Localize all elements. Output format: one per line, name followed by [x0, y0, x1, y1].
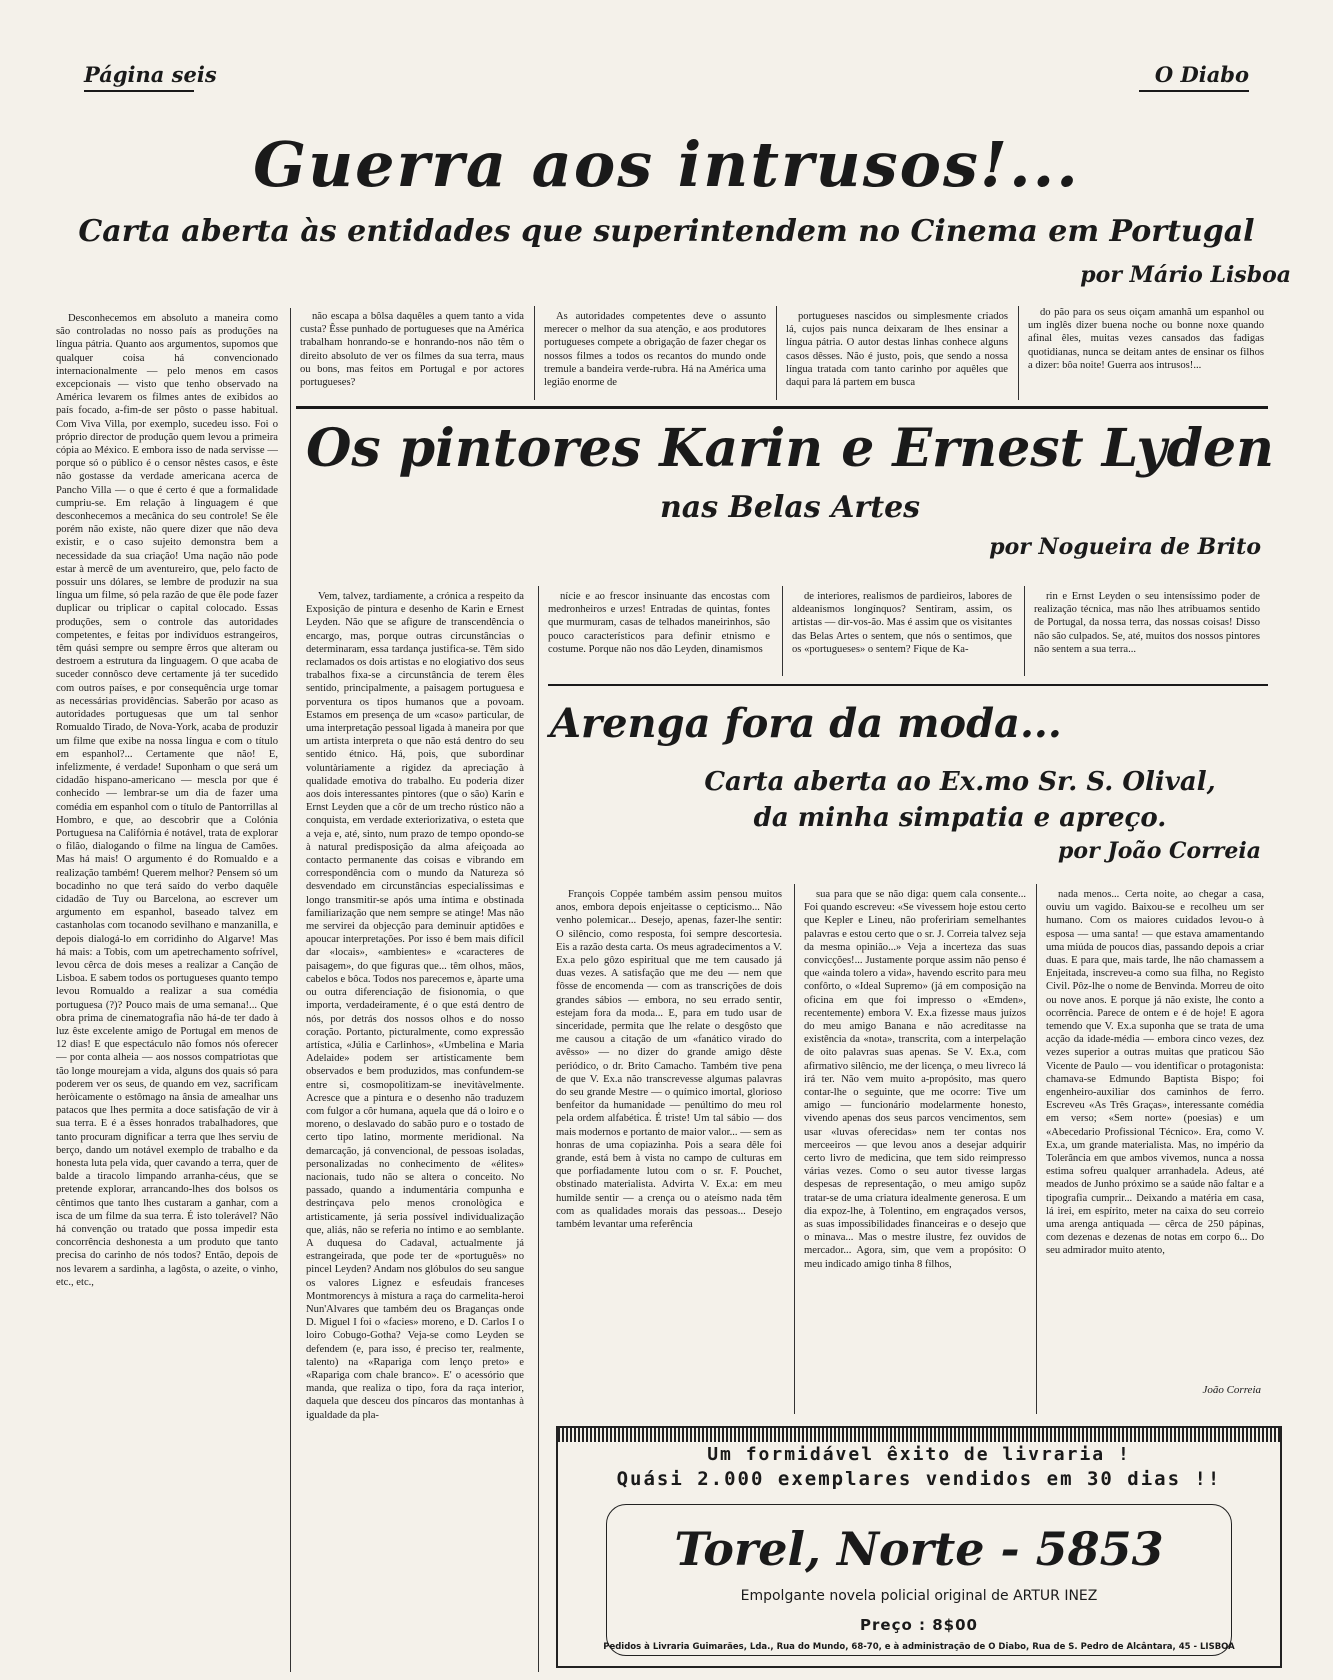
article2-byline: por Nogueira de Brito: [989, 534, 1261, 560]
column-divider: [534, 306, 535, 400]
article2-subtitle: nas Belas Artes: [659, 490, 921, 525]
article2-column-1: Vem, talvez, tardiamente, a crónica a respeito da Exposição de pintura e desenho de Karin e Ernest Leyden. Não que se afigure de transcendência o encargo, mas, porque outras circunstâncias o determinaram, essa tardança justifica-se. Têm sido reclamados os dois artistas e no elogiativo dos seus trabalhos fixa-se a circunstância de terem êles sentido, principalmente, a paisagem portuguesa e porventura os tipos humanos que a povoam. Estamos em presença de um «caso» particular, de uma interpretação pessoal ligada à maneira por que um artista interpreta o que não está dentro do seu sentido étnico. Há, pois, que subordinar voluntàriamente a rigidez da apreciação à qualidade emotiva do trabalho. Eu poderia dizer aos dois interessantes pintores (que o são) Karin e Ernst Leyden que a côr de um trecho rústico não a conquista, em verdade exteriorizativa, o esteta que a veja e, até, sinto, num prazo de tempo opondo-se à natural predisposição da alma afeiçoada ao contacto permanente das coisas e vibrando em correspondência com o mundo da Natureza só desvendado em circunstâncias especialíssimas e longo transmitir-se após uma íntima e obstinada familiarização que nem sempre se atinge! Mas não me servirei da objecção para deminuir aptidões e apoucar interpretações. Por isso é bem mais difícil dar «locais», «ambientes» e «caracteres de paisagem», do que figuras que... têm olhos, mãos, cabelos e bôca. Todos nos parecemos e, àparte uma ou outra diferenciação de fisionomia, o que importa, verdadeiramente, é o que está dentro de nós, por detrás dos nossos olhos e do nosso coração. Portanto, picturalmente, como expressão artística, «Júlia e Carlinhos», «Umbelina e Maria Adelaide» podem ser artisticamente bem observados e bem produzidos, mas confundem-se entre si, cosmopolitizam-se inevitàvelmente. Acresce que a pintura e o desenho não traduzem com fulgor a côr humana, aquela que dá o loiro e o moreno, o deslavado do sabão puro e o tostado de certo tipo latino, mormente meridional. Na demarcação, já convencional, de pessoas isoladas, personalizadas no conhecimento de «élites» nacionais, tudo não se altera o conceito. No passado, quando a indumentária compunha e destrinçava pelo menos cronològica e artisticamente, já seria possível individualização que, aliás, não se referia no íntimo e ao semblante. A duquesa do Cadaval, actualmente já estrangeirada, que pode ter de «português» no pincel Leyden? Andam nos glóbulos do seu sangue os valores Lignez e esfeudais franceses Montmorencys à mistura a raça do carmelita-heroi Nun'Alvares que também deu os Braganças onde D. Miguel I foi o «facies» moreno, e D. Carlos I o loiro Cobugo-Gotha? Veja-se como Leyden se defendem (e, para isso, é preciso ter, realmente, talento) na «Rapariga com lenço preto» e «Rapariga com chale branco». E' o acessório que manda, que realiza o tipo, fora da raça interior, daquela que desceu dos píncaros das montanhas à igualdade da pla-: [306, 591, 524, 1421]
column-divider: [782, 586, 783, 676]
article1-byline: por Mário Lisboa: [1080, 262, 1291, 288]
ad-price: Preço : 8$00: [860, 1616, 978, 1634]
article1-column-2: não escapa a bôlsa daquêles a quem tanto a vida custa? Êsse punhado de portugueses que na América trabalham honrando-se e honrando-nos não têm o direito absoluto de ver os filmes da sua terra, maus ou bons, mas feitos em Portugal e por actores portugueses?: [300, 311, 524, 389]
book-advertisement: [556, 1426, 1282, 1668]
article2-column-3: de interiores, realismos de pardieiros, labores de aldeanismos longínquos? Sentiram, assim, os artistas — dir-vos-ão. Mas é assim que os visitantes das Belas Artes o sentem, que nós o sentimos, que os «portugueses» o sentem? Fique de Ka-: [792, 591, 1012, 655]
article3-signature: João Correia: [1202, 1384, 1261, 1396]
column-divider: [1018, 306, 1019, 400]
article2-title: Os pintores Karin e Ernest Lyden: [306, 418, 1274, 479]
page-label: Página seis: [84, 62, 217, 87]
section-rule: [296, 406, 1268, 409]
article3-subtitle: [650, 764, 1270, 836]
column-divider: [1024, 586, 1025, 676]
article1-column-4: portugueses nascidos ou simplesmente criados lá, cujos pais nunca deixaram de lhes ensinar a língua pátria. O autor destas linhas conhece alguns casos dêsses. Não é justo, pois, que sendo a nossa língua tratada com tanto carinho por aquêles que daqui para lá partem em busca: [786, 311, 1008, 389]
column-divider: [794, 884, 795, 1414]
article1-subtitle: Carta aberta às entidades que superintendem no Cinema em Portugal: [78, 214, 1255, 249]
article3-column-1: François Coppée também assim pensou muitos anos, embora depois enjeitasse o cepticismo... Não venho polemicar... Desejo, apenas, fazer-lhe sentir: O silêncio, como resposta, foi sempre descortesia. Eis a razão desta carta. Os meus agradecimentos a V. Ex.a pelo gôzo espiritual que me tem causado já duas vezes. A satisfação que me deu — nem que fôsse de encomenda — com as transcrições de dois grandes sábios — embora, no seu errado sentir, estejam fora da moda... E, para em tudo usar de sinceridade, permita que lhe relate o desgôsto que me causou a citação de um «fanático virado do avêsso» — no dizer do grande amigo dêste periódico, o dr. Brito Camacho. Também tive pena de que V. Ex.a não transcrevesse algumas palavras do seu grande Mestre — o químico imortal, glorioso benfeitor da humanidade — penúltimo do meu rol pela ordem alfabética. É triste! Um tal sábio — dos mais modernos e portanto de maior valor... — sem as honras de uma copiazinha. Pois a seara dêle foi grande, está bem à vista no campo de culturas em que porfiadamente lutou com o sr. F. Pouchet, obstinado materialista. Advirta V. Ex.a: em meu humilde sentir — a crença ou o ateísmo nada têm com as qualidades morais das pessoas... Desejo também levantar uma referência: [556, 889, 782, 1231]
article2-column-4: rin e Ernst Leyden o seu intensíssimo poder de realização técnica, mas não lhes atribuamos sentido de Portugal, da nossa terra, das nossas coisas! Disso não são culpados. Se, até, muitos dos nossos pintores não sentem a sua terra...: [1034, 591, 1260, 655]
header-rule-left: [84, 90, 194, 92]
article1-column-3: As autoridades competentes deve o assunto merecer o melhor da sua atenção, e aos produtores portugueses compete a obrigação de fazer chegar os nossos filmes a todos os recantos do mundo onde tremule a bandeira verde-rubra. Há na América uma legião enorme de: [544, 311, 766, 389]
column-divider: [538, 586, 539, 1672]
article3-column-3: nada menos... Certa noite, ao chegar a casa, ouviu um vagido. Baixou-se e recolheu um ser humano. Com os maiores cuidados levou-o à esposa — uma santa! — que estava amamentando uma miúda de poucos dias, passando depois a criar duas. E para que, mais tarde, lhe não chamassem a Enjeitada, inscreveu-a como sua filha, no Registo Civil. Pôz-lhe o nome de Benvinda. Morreu de oito ou nove anos. E porque já não existe, lhe conto a ocorrência. Parece de ontem e é de hoje! E agora temendo que V. Ex.a suponha que se trata de uma acção da idade-média — embora cinco vezes, dez vezes superior a outras muitas que praticou São Vicente de Paulo — vou identificar o protagonista: chamava-se Edmundo Baptista Bispo; foi engenheiro-auxiliar dos caminhos de ferro. Escreveu «As Três Graças», interessante comédia em verso; «Sem norte» (poesias) e um «Abecedario Profissional Técnico». Era, como V. Ex.a, um grande materialista. Mas, no império da Tolerância em que ambos vivemos, nunca a nossa estima sofreu qualquer arranhadela. Adeus, até meados de Junho próximo se a saúde não faltar e a tipografia cumprir... Deixando a matéria em casa, lá irei, em espírito, meter na caixa do seu correio uma arenga antiquada — cêrca de 250 pápinas, com dezenas e dezenas de notas em corpo 6... Do seu admirador muito atento,: [1046, 889, 1264, 1257]
column-divider: [1036, 884, 1037, 1414]
article3-column-2: sua para que se não diga: quem cala consente... Foi quando escreveu: «Se vivessem hoje estou certo que Kepler e Lineu, não profeririam semelhantes palavras e estou certo que o sr. J. Correia talvez seja da mesma opinião...» Veja a incerteza das suas convicções!... Justamente porque assim não penso é que «ainda tolero a vida», havendo escrito para meu confôrto, o «Ideal Supremo» (já em composição na oficina em que foi impresso o «Emden», recentemente) embora V. Ex.a fizesse maus juízos do meu amigo Banana e não acreditasse na existência da «nota», transcrita, com a interpelação de oito palavras suas apenas. Se V. Ex.a, com afirmativo silêncio, me der licença, o meu livreco lá irá ter. Não vem muito a-propósito, mas quero contar-lhe o seguinte, que me ocorre: Tive um amigo — funcionário modelarmente honesto, vivendo apenas dos seus parcos vencimentos, sem usar «luvas oferecidas» nem ter contas nos merceeiros — que levou anos a desejar adquirir certo livro de medicina, que tem sido reimpresso várias vezes. Como o seu autor tivesse largas despesas de representação, o meu amigo supôz tratar-se de uma criatura idealmente generosa. E um dia expoz-lhe, à Tolentino, em engraçados versos, as suas impossibilidades financeiras e o desejo que o minava... Mas o mestre ilustre, fez ouvidos de mercador... Agora, sim, que vem a propósito: O meu indicado amigo tinha 8 filhos,: [804, 889, 1026, 1270]
article3-title: Arenga fora da moda...: [550, 700, 1062, 747]
section-rule: [548, 684, 1268, 686]
masthead: O Diabo: [1154, 62, 1249, 87]
article3-subtitle-line-2: da minha simpatia e apreço.: [753, 803, 1167, 833]
article3-byline: por João Correia: [1058, 838, 1261, 864]
ad-description: Empolgante novela policial original de ARTUR INEZ: [740, 1588, 1098, 1604]
ad-book-title: Torel, Norte - 5853: [674, 1522, 1164, 1576]
article2-column-2: nície e ao frescor insinuante das encostas com medronheiros e urzes! Entradas de quintas, fontes que murmuram, casas de telhados maneirinhos, são pouco característicos para definir etnismo e costume. Porque não nos dão Leyden, dinamismos: [548, 591, 770, 655]
article3-subtitle-line-1: Carta aberta ao Ex.mo Sr. S. Olival,: [704, 767, 1216, 797]
ad-stripe: [558, 1428, 1280, 1442]
ad-footer: Pedidos à Livraria Guimarães, Lda., Rua do Mundo, 68-70, e à administração de O Diabo, Rua de S. Pedro de Alcântara, 45 - LISBOA: [603, 1642, 1235, 1652]
article1-title: Guerra aos intrusos!...: [253, 128, 1080, 201]
article1-column-1: Desconhecemos em absoluto a maneira como são controladas no nosso país as produções na língua pátria. Quanto aos argumentos, supomos que qualquer coisa há convencionado internacionalmente — pelo menos em casos excepcionais — visto que tenho observado na América levarem os filmes antes de exibidos ao país focado, a-fim-de ser pôsto o passe habitual. Com Viva Villa, por exemplo, sucedeu isso. Foi o próprio director de produção quem levou a primeira cópia ao México. E embora isso de nada servisse — porque só o público é o censor nêstes casos, e êste não gostasse da verdade americana acerca de Pancho Villa — o que é certo é que a formalidade cumpriu-se. Em relação à linguagem é que desconhecemos a mecânica do seu controle! Se êle porém não existe, não quere dizer que não deva existir, e o caso sujeito demonstra bem a necessidade da sua criação! Uma nação não pode estar à mercê de um aventureiro, que, pelo facto de possuir uns dólares, se lembre de produzir na sua língua um filme, só pela razão de que êle pode fazer duplicar ou triplicar o capital colocado. Essas produções, sem o controle das autoridades competentes, e feitas por indivíduos estrangeiros, têm quási sempre ou sempre êrros que alteram ou destroem a estrutura da linguagem. O que acaba de suceder connôsco deve certamente já ter sucedido com outros países, e por consequência urge tomar as necessárias providências. Saberão por acaso as autoridades portuguesas que um tal senhor Romualdo Tirado, de Nova-York, acaba de produzir um filme que exibe na nossa língua e com o título em espanhol?... Certamente que não! E, infelizmente, é verdade! Suponham o que será um cidadão hispano-americano — mescla por que é conhecido — lembrar-se um dia de fazer uma comédia em espanhol com o título de Pantorrillas al Hombro, e que, ao descobrir que a Colónia Portuguesa na Califórnia é notável, trata de explorar o filão, dialogando o filme na língua de Camões. Mas há mais! O argumento é do Romualdo e a realização também! Querem melhor? Pensem só um bocadinho no que terá saído do verbo daquêle cidadão de Tuy ou Barcelona, ao escrever um argumento em espanhol, baseado talvez em castanholas com tocanodo sevilhano e manzanilla, e depois dialogá-lo em corridinho do Algarve! Mas há mais: a Tobis, com um apetrechamento sofrível, levou cêrca de dois meses a realizar a Canção de Lisboa. E sabem todos os portugueses quanto tempo levou Romualdo a realizar a sua comédia portuguesa (?)? Pouco mais de uma semana!... Que obra prima de cinematografia não há-de ter dado à luz êste excelente amigo de Portugal em menos de 12 dias! E que espectáculo não fomos nós oferecer — por conta alheia — aos nossos compatriotas que tão longe mourejam a vida, alguns dos quais só para poderem ver os seus, de quando em vez, sacrificam heròicamente o estômago na ânsia de amealhar uns patacos que lhes permita a doce satisfação de vir à sua terra. E é a êsses honrados trabalhadores, que tanto procuram dignificar a terra que lhes serviu de berço, dando um notável exemplo de trabalho e da honesta luta pela vida, quer cavando a terra, quer de balde a tiracolo limpando arranha-céus, que se pretende explorar, arrancando-lhes dos bolsos os cêntimos que tanto lhes custaram a ganhar, com a isca de um filme da sua terra. É isto tolerável? Não há convenção ou tratado que possa impedir esta concorrência deshonesta a um produto que tanto precisa do carinho de nós todos? Então, depois de nos levarem a sardinha, a lagôsta, o azeite, o vinho, etc., etc.,: [56, 313, 278, 1288]
ad-sales-line: Quási 2.000 exemplares vendidos em 30 dias !!: [616, 1468, 1222, 1490]
header-rule-right: [1139, 90, 1249, 92]
article1-column-5: do pão para os seus oiçam amanhã um espanhol ou um inglês dizer buena noche ou bonne noxe quando afinal êles, muitas vezes cansados das fadigas quotidianas, nunca se deitam antes de ensinar os filhos a dizer: bôa noite! Guerra aos intrusos!...: [1028, 307, 1264, 371]
column-divider: [776, 306, 777, 400]
ad-headline: Um formidável êxito de livraria !: [707, 1444, 1131, 1465]
